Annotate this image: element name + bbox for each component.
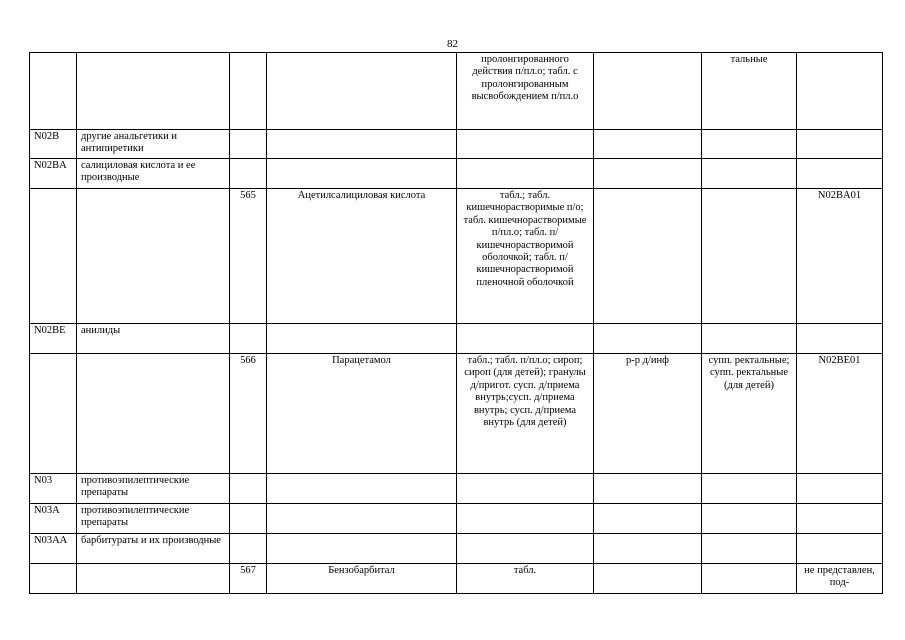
cell-atc: не представлен, под- bbox=[797, 564, 883, 594]
cell-name: барбитураты и их производные bbox=[77, 534, 230, 564]
cell-drug bbox=[267, 53, 457, 130]
cell-drug bbox=[267, 534, 457, 564]
cell-num: 567 bbox=[230, 564, 267, 594]
cell-atc: N02BE01 bbox=[797, 354, 883, 474]
cell-code: N03 bbox=[30, 474, 77, 504]
cell-forms3 bbox=[702, 159, 797, 189]
cell-num: 565 bbox=[230, 189, 267, 324]
cell-name bbox=[77, 564, 230, 594]
cell-code bbox=[30, 53, 77, 130]
cell-forms1 bbox=[457, 324, 594, 354]
cell-forms1: пролонгированного действия п/пл.о; табл. с пролонгированным высвобождением п/пл.о bbox=[457, 53, 594, 130]
cell-atc: N02BA01 bbox=[797, 189, 883, 324]
cell-name: противоэпилептические препараты bbox=[77, 504, 230, 534]
cell-forms2 bbox=[594, 504, 702, 534]
table-row bbox=[30, 130, 883, 159]
cell-forms2 bbox=[594, 324, 702, 354]
cell-forms2 bbox=[594, 564, 702, 594]
cell-drug bbox=[267, 504, 457, 534]
cell-atc bbox=[797, 53, 883, 130]
cell-forms3: супп. ректальные; супп. ректальные (для детей) bbox=[702, 354, 797, 474]
table-row bbox=[30, 159, 883, 189]
cell-drug: Бензобарбитал bbox=[267, 564, 457, 594]
cell-atc bbox=[797, 534, 883, 564]
cell-code: N03AA bbox=[30, 534, 77, 564]
cell-forms3 bbox=[702, 324, 797, 354]
cell-code bbox=[30, 189, 77, 324]
cell-atc bbox=[797, 159, 883, 189]
cell-code: N02BA bbox=[30, 159, 77, 189]
cell-num bbox=[230, 504, 267, 534]
cell-forms1: табл. bbox=[457, 564, 594, 594]
cell-forms2 bbox=[594, 474, 702, 504]
table-row bbox=[30, 354, 883, 474]
cell-drug bbox=[267, 130, 457, 159]
cell-num bbox=[230, 324, 267, 354]
table-row bbox=[30, 324, 883, 354]
cell-name: салициловая кислота и ее производные bbox=[77, 159, 230, 189]
cell-name: противоэпилептические препараты bbox=[77, 474, 230, 504]
cell-forms2 bbox=[594, 189, 702, 324]
cell-name bbox=[77, 189, 230, 324]
cell-forms3 bbox=[702, 189, 797, 324]
cell-name bbox=[77, 53, 230, 130]
cell-drug: Парацетамол bbox=[267, 354, 457, 474]
cell-forms3 bbox=[702, 130, 797, 159]
cell-forms2 bbox=[594, 53, 702, 130]
cell-num bbox=[230, 474, 267, 504]
cell-forms3 bbox=[702, 474, 797, 504]
page-number: 82 bbox=[447, 38, 458, 50]
cell-name: другие анальгетики и антипиретики bbox=[77, 130, 230, 159]
cell-code bbox=[30, 354, 77, 474]
cell-code: N02BE bbox=[30, 324, 77, 354]
cell-forms1 bbox=[457, 474, 594, 504]
cell-forms1: табл.; табл. кишечнорастворимые п/о; табл. кишечнорастворимые п/пл.о; табл. п/кишечнорастворимой оболочкой; табл. п/кишечнорастворимой пленочной оболочкой bbox=[457, 189, 594, 324]
table-row bbox=[30, 53, 883, 130]
cell-num bbox=[230, 53, 267, 130]
cell-drug bbox=[267, 324, 457, 354]
cell-num bbox=[230, 130, 267, 159]
cell-forms1 bbox=[457, 130, 594, 159]
cell-forms3 bbox=[702, 534, 797, 564]
table-row bbox=[30, 474, 883, 504]
cell-atc bbox=[797, 504, 883, 534]
cell-forms1: табл.; табл. п/пл.о; сироп; сироп (для детей); гранулы д/пригот. сусп. д/приема внутрь;сусп. д/приема внутрь; сусп. д/приема внутрь (для детей) bbox=[457, 354, 594, 474]
cell-forms3 bbox=[702, 564, 797, 594]
cell-forms3 bbox=[702, 504, 797, 534]
cell-forms2 bbox=[594, 159, 702, 189]
cell-code: N03A bbox=[30, 504, 77, 534]
cell-forms1 bbox=[457, 504, 594, 534]
cell-num bbox=[230, 159, 267, 189]
cell-num: 566 bbox=[230, 354, 267, 474]
cell-code bbox=[30, 564, 77, 594]
cell-atc bbox=[797, 324, 883, 354]
table-row bbox=[30, 189, 883, 324]
cell-forms2 bbox=[594, 534, 702, 564]
cell-num bbox=[230, 534, 267, 564]
cell-forms1 bbox=[457, 159, 594, 189]
cell-name: анилиды bbox=[77, 324, 230, 354]
cell-forms2: р-р д/инф bbox=[594, 354, 702, 474]
cell-drug bbox=[267, 474, 457, 504]
cell-forms1 bbox=[457, 534, 594, 564]
cell-drug: Ацетилсалициловая кислота bbox=[267, 189, 457, 324]
cell-code: N02B bbox=[30, 130, 77, 159]
table-row bbox=[30, 504, 883, 534]
cell-drug bbox=[267, 159, 457, 189]
table-row bbox=[30, 564, 883, 594]
cell-forms2 bbox=[594, 130, 702, 159]
cell-atc bbox=[797, 474, 883, 504]
cell-atc bbox=[797, 130, 883, 159]
table-row bbox=[30, 534, 883, 564]
cell-forms3: тальные bbox=[702, 53, 797, 130]
cell-name bbox=[77, 354, 230, 474]
drug-table bbox=[29, 52, 883, 594]
